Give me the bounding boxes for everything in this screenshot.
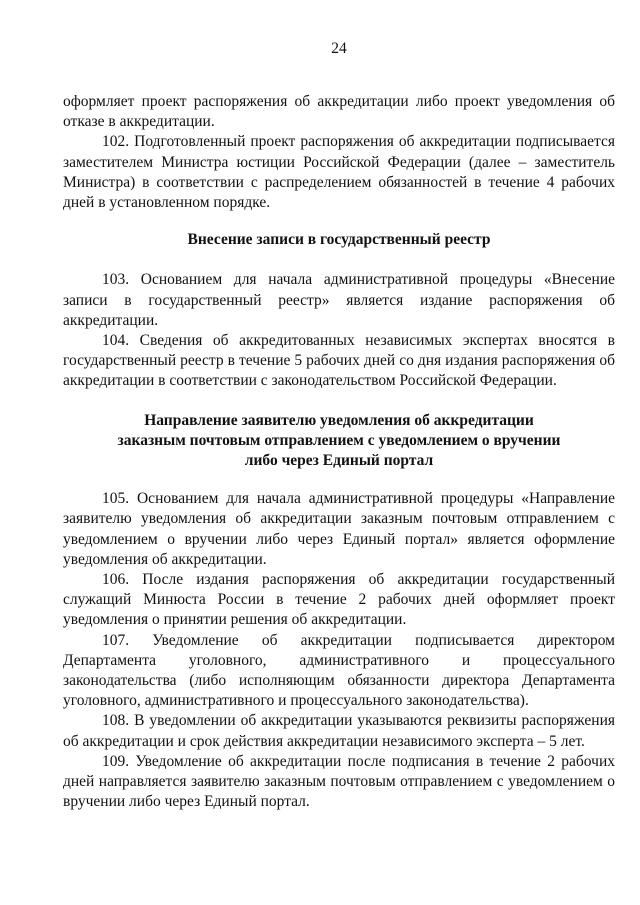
section-heading-line: либо через Единый портал [244, 452, 434, 470]
document-page [63, 0, 615, 905]
page-number: 24 [331, 40, 347, 57]
paragraph-105: 105. Основанием для начала административной процедуры «Направление заявителю уведомления об аккредитации заказным почтовым отправлением с уведомлением о вручении либо через Единый портал» является оформление уведомления об аккредитации. [63, 490, 615, 568]
document-body [63, 92, 615, 813]
paragraph-103: 103. Основанием для начала административной процедуры «Внесение записи в государственный реестр» является издание распоряжения об аккредитации. [63, 271, 615, 329]
section-heading-line: заказным почтовым отправлением с уведомлением о вручении [117, 431, 561, 449]
paragraph-106: 106. После издания распоряжения об аккредитации государственный служащий Минюста России в течение 2 рабочих дней оформляет проект уведомления о принятии решения об аккредитации. [63, 571, 615, 629]
paragraph-107: 107. Уведомление об аккредитации подписывается директором Департамента уголовного, административного и процессуального законодательства (либо исполняющим обязанности директора Департамента уголовного, административного и процессуального законодательства). [63, 631, 615, 710]
section-heading-line: Направление заявителю уведомления об аккредитации [144, 411, 534, 429]
paragraph-104: 104. Сведения об аккредитованных независимых экспертах вносятся в государственный реестр в течение 5 рабочих дней со дня издания распоряжения об аккредитации в соответствии с законодательством Российской Федерации. [63, 332, 615, 390]
paragraph-102: 102. Подготовленный проект распоряжения об аккредитации подписывается заместителем Министра юстиции Российской Федерации (далее – заместитель Министра) в соответствии с распределением обязанностей в течение 4 рабочих дней в установленном порядке. [63, 133, 615, 212]
section-heading-notification [63, 411, 615, 472]
paragraph-continuation: оформляет проект распоряжения об аккредитации либо проект уведомления об отказе в аккредитации. [63, 93, 615, 131]
paragraph-108: 108. В уведомлении об аккредитации указываются реквизиты распоряжения об аккредитации и срок действия аккредитации независимого эксперта – 5 лет. [63, 712, 615, 750]
section-heading-registry: Внесение записи в государственный реестр [187, 231, 491, 249]
paragraph-109: 109. Уведомление об аккредитации после подписания в течение 2 рабочих дней направляется заявителю заказным почтовым отправлением с уведомлением о вручении либо через Единый портал. [63, 752, 615, 811]
